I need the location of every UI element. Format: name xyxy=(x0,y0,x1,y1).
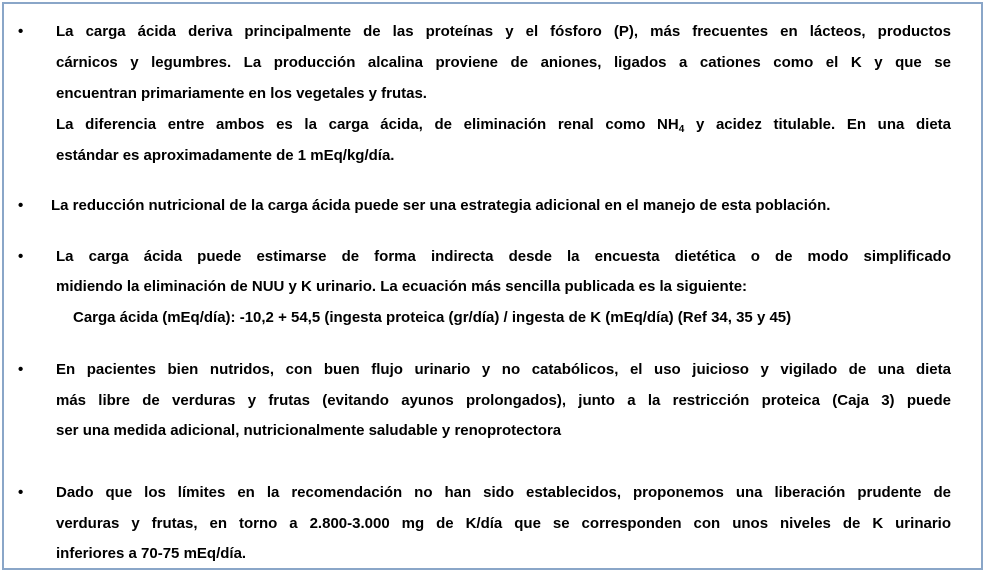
bullet-1-line-1: La carga ácida deriva principalmente de las proteínas y el fósforo (P), más frecuentes en lácteos, productos xyxy=(56,23,951,40)
bullet-marker: • xyxy=(18,197,24,214)
bullet-5-line-1: Dado que los límites en la recomendación no han sido establecidos, proponemos una liberación prudente de xyxy=(56,484,951,501)
bullet-1-line-4: La diferencia entre ambos es la carga ácida, de eliminación renal como $NH_4$ y acidez titulable. En una dieta xyxy=(56,116,952,135)
bullet-4-line-1: En pacientes bien nutridos, con buen flujo urinario y no catabólicos, el uso juicioso y vigilado de una dieta xyxy=(56,361,951,378)
bullet-2-line-1: La reducción nutricional de la carga ácida puede ser una estrategia adicional en el manejo de esta población. xyxy=(51,197,831,214)
bullet-marker: • xyxy=(18,23,24,40)
bullet-marker: • xyxy=(18,484,24,501)
content-box xyxy=(2,2,983,570)
bullet-3-line-1: La carga ácida puede estimarse de forma indirecta desde la encuesta dietética o de modo simplificado xyxy=(56,248,951,265)
bullet-marker: • xyxy=(18,361,24,378)
bullet-4-line-2: más libre de verduras y frutas (evitando ayunos prolongados), junto a la restricción proteica (Caja 3) puede xyxy=(56,392,951,409)
subscript-4: 4 xyxy=(678,124,685,135)
bullet-5-line-2: verduras y frutas, en torno a 2.800-3.000 mg de K/día que se corresponden con unos niveles de K urinario xyxy=(56,515,951,532)
bullet-1-line-2: cárnicos y legumbres. La producción alcalina proviene de aniones, ligados a cationes como el K y que se xyxy=(56,54,951,71)
bullet-5-line-3: inferiores a 70-75 mEq/día. xyxy=(56,545,247,562)
bullet-1-line-5: estándar es aproximadamente de 1 mEq/kg/día. xyxy=(56,147,395,164)
bullet-marker: • xyxy=(18,248,24,265)
bullet-4-line-3: ser una medida adicional, nutricionalmente saludable y renoprotectora xyxy=(56,422,562,439)
bullet-1-line-3: encuentran primariamente en los vegetales y frutas. xyxy=(56,85,427,102)
bullet-3-line-2: midiendo la eliminación de NUU y K urinario. La ecuación más sencilla publicada es la siguiente: xyxy=(56,278,748,295)
formula-line: Carga ácida (mEq/día): -10,2 + 54,5 (ingesta proteica (gr/día) / ingesta de K (mEq/día) (Ref 34, 35 y 45) xyxy=(73,309,792,326)
